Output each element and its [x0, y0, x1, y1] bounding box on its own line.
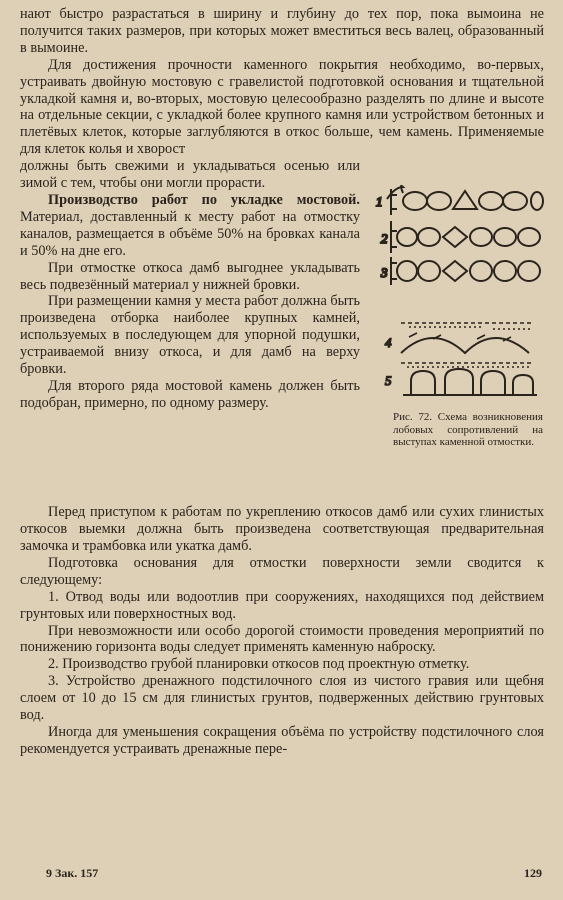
figure-diagram: [373, 153, 544, 408]
stone-icon: [470, 261, 492, 281]
paragraph-continued: нают быстро разрастаться в ширину и глубину до тех пор, пока вымоина не получится таких размеров, при которых может вместиться весь валец, образованный в вымоине.: [20, 6, 544, 56]
figure-label-4: 4: [385, 335, 392, 351]
stone-icon: [481, 371, 505, 395]
stone-icon: [513, 375, 533, 395]
stone-icon: [411, 371, 435, 395]
paragraph-strength: Для достижения прочности каменного покрытия необходимо, во-первых, устраивать двойную мостовую с гравелистой подготовкой основания и тщательной укладкой камня и, во-вторых, мостовую целесообразно разделять по длине и высоте на отдельные секции, с укладкой более крупного камня или устройством бетонных и плетёвых клеток, которые заглубляются в откос больше, чем камень. Применяемые для клеток колья и хворост: [20, 56, 544, 158]
stone-icon: [397, 228, 417, 246]
stone-icon: [427, 192, 451, 210]
stone-icon: [418, 228, 440, 246]
protruding-stone-icon: [453, 191, 477, 209]
paragraph-production: [20, 192, 360, 260]
figure-caption: Рис. 72. Схема возникновения лобовых сопротивлений на выступах каменной отмостки.: [393, 411, 543, 449]
page-number: 129: [524, 866, 542, 880]
body-text: [20, 6, 544, 758]
paragraph-fresh-stakes: должны быть свежими и укладываться осенью или зимой с тем, чтобы они могли прорасти.: [20, 158, 360, 192]
stone-icon: [494, 261, 516, 281]
arch-stone-icon: [401, 338, 529, 353]
float-region: [20, 158, 544, 504]
bracket-icon: [387, 186, 403, 199]
signature-mark: 9 Зак. 157: [46, 866, 99, 880]
protruding-stone-icon: [443, 227, 467, 247]
protruding-stone-icon: [443, 261, 467, 281]
figure-label-1: 1: [376, 194, 383, 210]
list-item-1: 1. Отвод воды или водоотлив при сооружениях, находящихся под действием грунтовых или поверхностных вод.: [20, 588, 544, 622]
stone-icon: [397, 261, 417, 281]
stone-icon: [418, 261, 440, 281]
stone-icon: [445, 369, 473, 395]
paragraph-stone-placement: При размещении камня у места работ должна быть произведена отборка наиболее крупных камней, используемых в последующем для упорной подушки, устраиваемой внизу откоса, и для дамб на верху бровки.: [20, 293, 361, 378]
stone-icon: [479, 192, 503, 210]
stone-icon: [503, 192, 527, 210]
paragraph-second-row: Для второго ряда мостовой камень должен быть подобран, примерно, по одному размеру.: [20, 377, 360, 411]
figure-label-2: 2: [381, 231, 388, 247]
paragraph-dam-slope: При отмостке откоса дамб выгоднее укладывать весь подвезённый материал у нижней бровки.: [20, 259, 360, 293]
figure-label-3: 3: [381, 265, 388, 281]
paragraph-base-intro: Подготовка основания для отмостки поверхности земли сводится к следующему:: [20, 554, 544, 588]
paragraph-drainage: Иногда для уменьшения сокращения объёма по устройству подстилочного слоя рекомендуется устраивать дренажные пере-: [20, 723, 544, 757]
section-heading: Производство работ по укладке мостовой.: [48, 191, 360, 208]
stone-icon: [403, 192, 427, 210]
stone-icon: [518, 261, 540, 281]
figure-72: [373, 153, 544, 488]
figure-label-5: 5: [385, 373, 392, 389]
water-line-icon: [409, 327, 531, 329]
stone-icon: [518, 228, 540, 246]
section-text: Материал, доставленный к месту работ на отмостку каналов, размещается в объёме 50% на бровках канала и 50% на дне его.: [20, 208, 360, 259]
list-item-3: 3. Устройство дренажного подстилочного слоя из чистого гравия или щебня слоем от 10 до 15 см для глинистых грунтов, подверженных действию грунтовых вод.: [20, 673, 544, 724]
stone-icon: [494, 228, 516, 246]
text-column-left: [20, 158, 360, 412]
paragraph-preparation: Перед приступом к работам по укреплению откосов дамб или сухих глинистых откосов выемки должна быть произведена соответствующая предварительная замочка и трамбовка или укатка дамб.: [20, 504, 544, 554]
list-item-2: 2. Производство грубой планировки откосов под проектную отметку.: [48, 656, 470, 673]
stone-icon: [531, 192, 543, 210]
stone-icon: [470, 228, 492, 246]
paragraph-stone-fill: При невозможности или особо дорогой стоимости проведения мероприятий по понижению горизонта воды следует применять каменную наброску.: [20, 622, 544, 656]
